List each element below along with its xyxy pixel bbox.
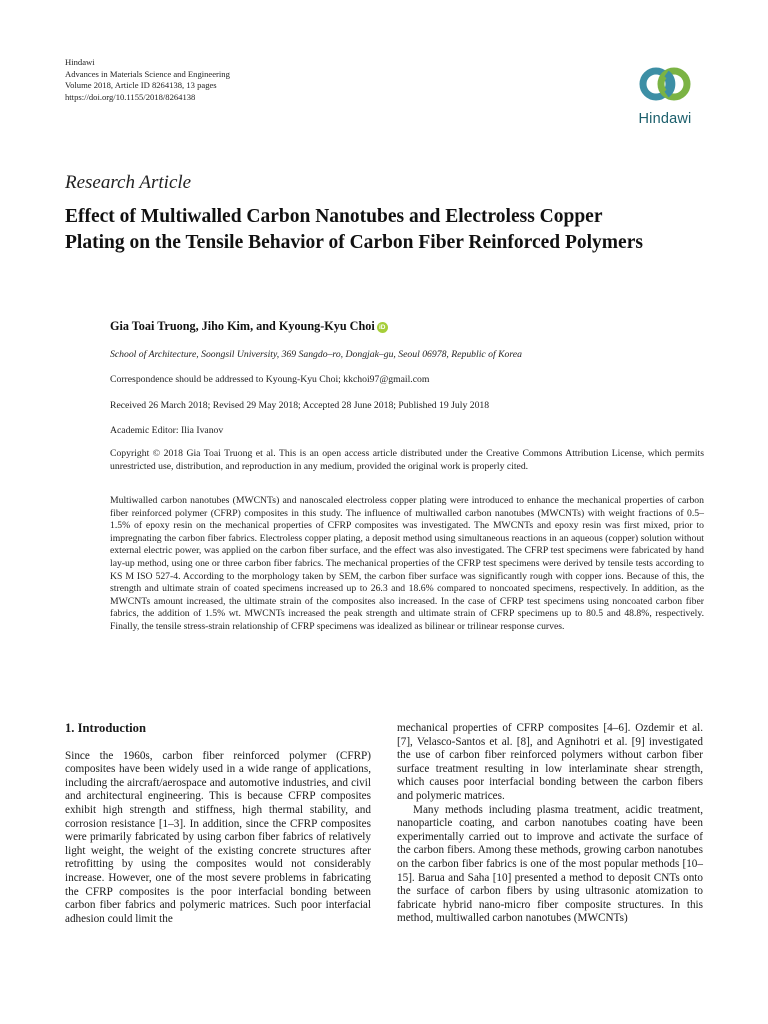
- body-column-left: [65, 722, 371, 926]
- journal-name: Advances in Materials Science and Engineering: [65, 68, 230, 79]
- copyright-notice: Copyright © 2018 Gia Toai Truong et al. This is an open access article distributed under the Creative Commons Attribution License, which permits unrestricted use, distribution, and reproduction in any medium, provided the original work is properly cited.: [110, 448, 704, 472]
- hindawi-rings-icon: [639, 61, 691, 107]
- publisher-name: Hindawi: [65, 57, 95, 67]
- orcid-icon[interactable]: iD: [377, 322, 388, 333]
- body-paragraph: Since the 1960s, carbon fiber reinforced polymer (CFRP) composites have been widely used in a wide range of applications, including the aircraft/aerospace and automotive industries, and civil and architectural engineering. This is because CFRP composites exhibit high strength and stiffness, high thermal stability, and corrosion resistance [1–3]. In addition, since the CFRP composites were primarily fabricated by using carbon fiber fabrics of relatively light weight, the weight of the existing concrete structures after retrofitting by using the composites would not considerably increase. However, one of the most severe problems in fabricating the CFRP composites is the poor interfacial bonding between carbon fiber fabrics and polymeric matrices. Such poor interfacial adhesion could limit the: [65, 749, 371, 925]
- section-heading: 1. Introduction: [65, 721, 146, 735]
- hindawi-logo: [625, 59, 705, 135]
- body-paragraph: Many methods including plasma treatment, acidic treatment, nanoparticle coating, and carbon nanotubes coating have been experimentally carried out to improve and activate the surface of the carbon fibers. Among these methods, growing carbon nanotubes on the carbon fiber fabrics is one of the most popular methods [10–15]. Barua and Saha [10] presented a method to deposit CNTs onto the surface of carbon fibers by using ultrasonic atomization to fabricate hybrid nano-micro fiber composite structures. In this method, multiwalled carbon nanotubes (MWCNTs): [397, 803, 703, 925]
- abstract: Multiwalled carbon nanotubes (MWCNTs) and nanoscaled electroless copper plating were introduced to enhance the mechanical properties of carbon fiber reinforced polymer (CFRP) composites in this study. The influence of multiwalled carbon nanotubes (MWCNTs) with weight fractions of 0.5–1.5% of epoxy resin on the mechanical properties of CFRP composites was investigated. The MWCNTs and epoxy resin was first mixed, prior to impregnating the carbon fiber fabrics. Electroless copper plating, a deposit method using simultaneous reactions in an aqueous (copper) solution without external electric power, was applied on the carbon fiber surface, and the effect was also investigated. The CFRP test specimens were fabricated by hand lay-up method, using one or three carbon fiber fabrics. The mechanical properties of the CFRP test specimens were derived by tensile tests according to KS M ISO 527-4. According to the morphology taken by SEM, the carbon fiber surface was significantly rough with copper ions. Because of this, the strength and ultimate strain of coated specimens increased up to 26.3 and 18.6% compared to noncoated specimens, respectively. In addition, as the MWCNTs amount increased, the ultimate strain of the composites also increased. In the case of CFRP test specimens using noncoated carbon fiber fabrics, the addition of 1.5% wt. MWCNTs increased the peak strength and ultimate strain of CFRP specimens up to 80.5 and 48.8%, respectively. Finally, the tensile stress-strain relationship of CFRP specimens was idealized as bilinear or trilinear response curves.: [110, 495, 704, 632]
- article-type: Research Article: [65, 172, 192, 193]
- journal-header: [65, 57, 230, 103]
- logo-text: Hindawi: [638, 111, 692, 127]
- author-names: Gia Toai Truong, Jiho Kim, and Kyoung-Kyu Choi: [110, 319, 375, 333]
- article-title: Effect of Multiwalled Carbon Nanotubes and Electroless Copper Plating on the Tensile Behavior of Carbon Fiber Reinforced Polymers: [65, 206, 643, 253]
- body-column-right: [397, 722, 703, 926]
- volume-info: Volume 2018, Article ID 8264138, 13 pages: [65, 80, 217, 90]
- academic-editor: Academic Editor: Ilia Ivanov: [110, 425, 224, 436]
- body-paragraph: mechanical properties of CFRP composites [4–6]. Ozdemir et al. [7], Velasco-Santos et al. [8], and Agnihotri et al. [9] investigated the use of carbon fiber reinforced polymers without carbon fiber surface treatment resulting in low interlaminate shear strength, which causes poor interfacial bonding between the carbon fibers and polymeric matrices.: [397, 722, 703, 802]
- doi-link[interactable]: https://doi.org/10.1155/2018/8264138: [65, 91, 196, 102]
- affiliation: School of Architecture, Soongsil University, 369 Sangdo–ro, Dongjak–gu, Seoul 06978, Republic of Korea: [110, 349, 522, 360]
- author-list: [110, 319, 388, 334]
- publication-dates: Received 26 March 2018; Revised 29 May 2018; Accepted 28 June 2018; Published 19 July 2018: [110, 400, 490, 411]
- correspondence: Correspondence should be addressed to Kyoung-Kyu Choi; kkchoi97@gmail.com: [110, 374, 430, 385]
